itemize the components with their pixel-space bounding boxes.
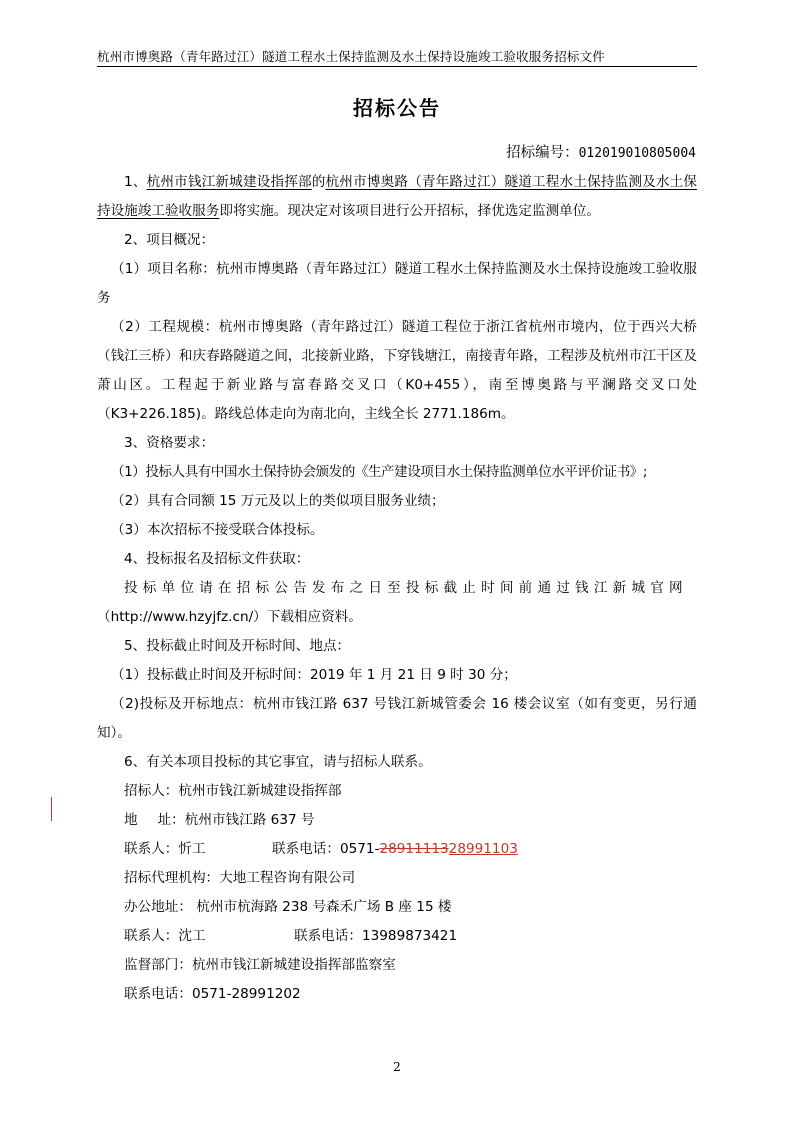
section-3-item-3: （3）本次招标不接受联合体投标。	[111, 522, 324, 538]
contact-2-name: 联系人：沈工	[124, 928, 206, 944]
section-1-suffix: 即将实施。现决定对该项目进行公开招标，择优选定监测单位。	[219, 203, 600, 219]
section-2-heading: 2、项目概况：	[124, 232, 215, 248]
agency-line: 招标代理机构：大地工程咨询有限公司	[124, 870, 356, 886]
phone-1-label: 联系电话：0571-	[272, 841, 380, 857]
address-label-2: 址：	[157, 812, 185, 828]
announcement-body	[97, 168, 697, 1009]
section-2-item-2: （2）工程规模：杭州市博奥路（青年路过江）隧道工程位于浙江省杭州市境内，位于西兴大桥（钱江三桥）和庆春路隧道之间，北接新业路，下穿钱塘江，南接青年路，工程涉及杭州市江干区及萧山区。工程起于新业路与富春路交叉口（K0+455），南至博奥路与平澜路交叉口处（K3+226.185)。路线总体走向为南北向，主线全长 2771.186m。	[97, 319, 697, 422]
section-4-heading: 4、投标报名及招标文件获取：	[124, 551, 310, 567]
section-3-item-2: （2）具有合同额 15 万元及以上的类似项目服务业绩；	[111, 493, 445, 509]
section-2-item-1: （1）项目名称：杭州市博奥路（青年路过江）隧道工程水土保持监测及水土保持设施竣工验收服务	[97, 261, 697, 306]
section-5-heading: 5、投标截止时间及开标时间、地点：	[124, 638, 351, 654]
section-1	[97, 168, 697, 226]
phone-1-inserted: 28991103	[448, 841, 518, 857]
address-label-1: 地	[124, 812, 138, 828]
tenderer-line: 招标人：杭州市钱江新城建设指挥部	[124, 783, 342, 799]
section-4-line-1: 投标单位请在招标公告发布之日至投标截止时间前通过钱江新城官网	[124, 580, 688, 596]
section-6-heading: 6、有关本项目投标的其它事宜，请与招标人联系。	[124, 754, 432, 770]
contact-1-line	[97, 835, 697, 864]
document-header: 杭州市博奥路（青年路过江）隧道工程水土保持监测及水土保持设施竣工验收服务招标文件	[97, 49, 606, 64]
section-5-item-1: （1）投标截止时间及开标时间：2019 年 1 月 21 日 9 时 30 分；	[111, 667, 517, 683]
page-number: 2	[393, 1060, 401, 1074]
contact-2-line	[97, 922, 697, 951]
section-1-prefix: 1、	[124, 174, 147, 190]
supervisor-line: 监督部门：杭州市钱江新城建设指挥部监察室	[124, 957, 396, 973]
revision-mark	[51, 797, 52, 821]
section-1-of: 的	[311, 174, 326, 190]
office-line: 办公地址： 杭州市杭海路 238 号森禾广场 B 座 15 楼	[124, 899, 452, 915]
header-divider	[97, 66, 697, 67]
address-value: 杭州市钱江路 637 号	[184, 812, 315, 828]
phone-2: 联系电话：13989873421	[294, 928, 458, 944]
tender-number-label: 招标编号：	[506, 145, 579, 161]
tender-number-value: 012019010805004	[578, 146, 696, 161]
section-1-project: 杭州市博奥路（青年路过江）隧道工程水土保持监测及水土保持设施竣工验收服务	[97, 174, 698, 219]
section-4-line-2: （http://www.hzyjfz.cn/）下载相应资料。	[97, 609, 362, 625]
phone-3-line: 联系电话：0571-28991202	[124, 986, 301, 1002]
section-5-item-2: （2)投标及开标地点：杭州市钱江路 637 号钱江新城管委会 16 楼会议室（如有变更，另行通知）。	[97, 696, 697, 741]
section-1-org: 杭州市钱江新城建设指挥部	[146, 174, 312, 190]
section-3-item-1: （1）投标人具有中国水土保持协会颁发的《生产建设项目水土保持监测单位水平评价证书》;	[111, 464, 647, 480]
tender-number	[506, 141, 696, 162]
page-title: 招标公告	[353, 96, 441, 120]
contact-1-name: 联系人：忻工	[124, 841, 206, 857]
phone-1-deleted: 28911113	[379, 841, 449, 857]
address-line	[97, 806, 697, 835]
section-3-heading: 3、资格要求：	[124, 435, 215, 451]
